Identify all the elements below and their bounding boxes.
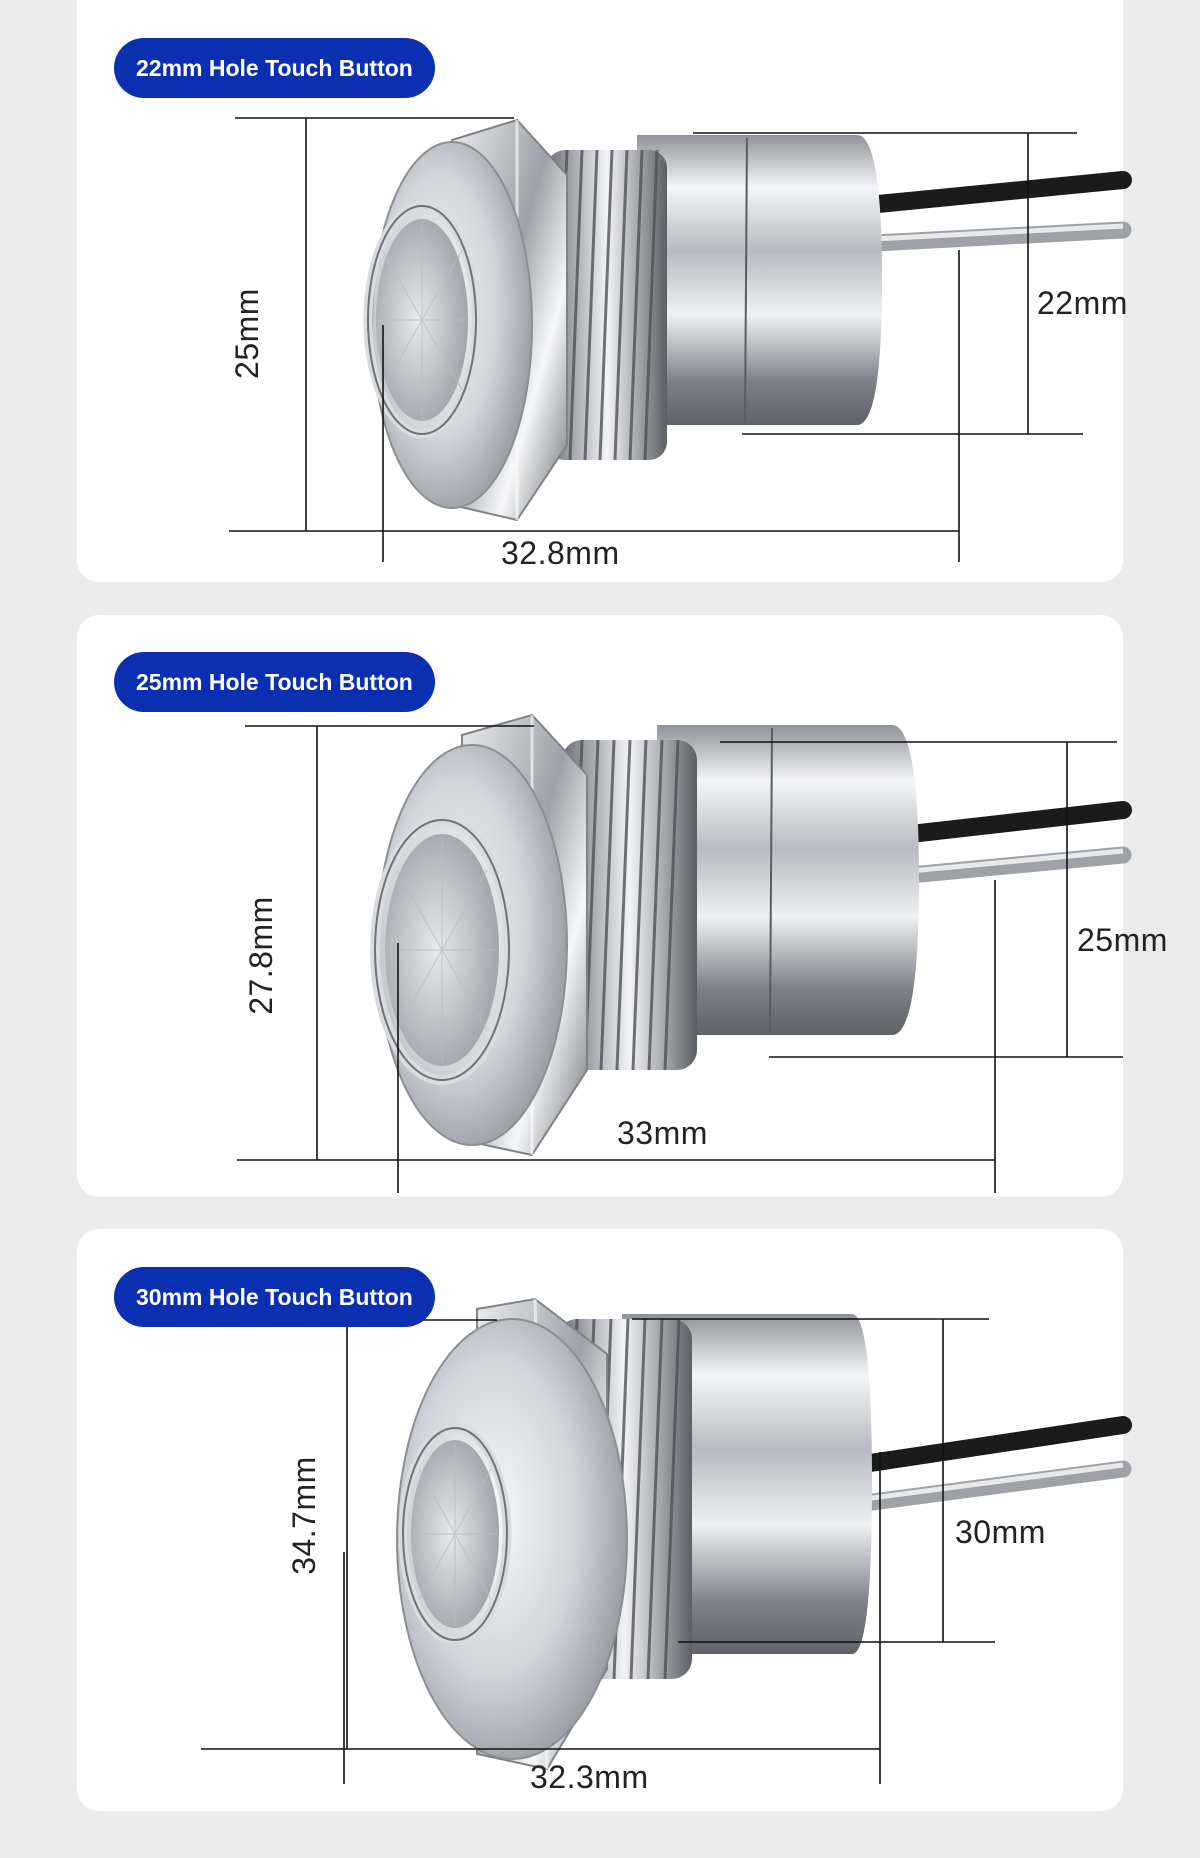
height-dimension: 27.8mm — [242, 896, 279, 1015]
height-dimension: 34.7mm — [285, 1456, 322, 1575]
product-card-30mm — [77, 1229, 1123, 1811]
hole-dimension: 30mm — [955, 1514, 1046, 1550]
product-label: 30mm Hole Touch Button — [114, 1267, 435, 1327]
wires — [857, 1425, 1123, 1504]
rear-housing — [637, 135, 882, 425]
front-bezel — [397, 1319, 627, 1759]
length-dimension: 32.8mm — [501, 535, 620, 571]
front-bezel — [368, 142, 532, 508]
product-label: 25mm Hole Touch Button — [114, 652, 435, 712]
product-card-22mm — [77, 0, 1128, 582]
hole-dimension: 22mm — [1037, 285, 1128, 321]
length-dimension: 33mm — [617, 1115, 708, 1151]
product-card-25mm — [77, 615, 1168, 1197]
length-dimension: 32.3mm — [530, 1759, 649, 1795]
hole-dimension: 25mm — [1077, 922, 1168, 958]
front-bezel — [375, 745, 567, 1145]
height-dimension: 25mm — [228, 288, 265, 379]
product-label: 22mm Hole Touch Button — [114, 38, 435, 98]
